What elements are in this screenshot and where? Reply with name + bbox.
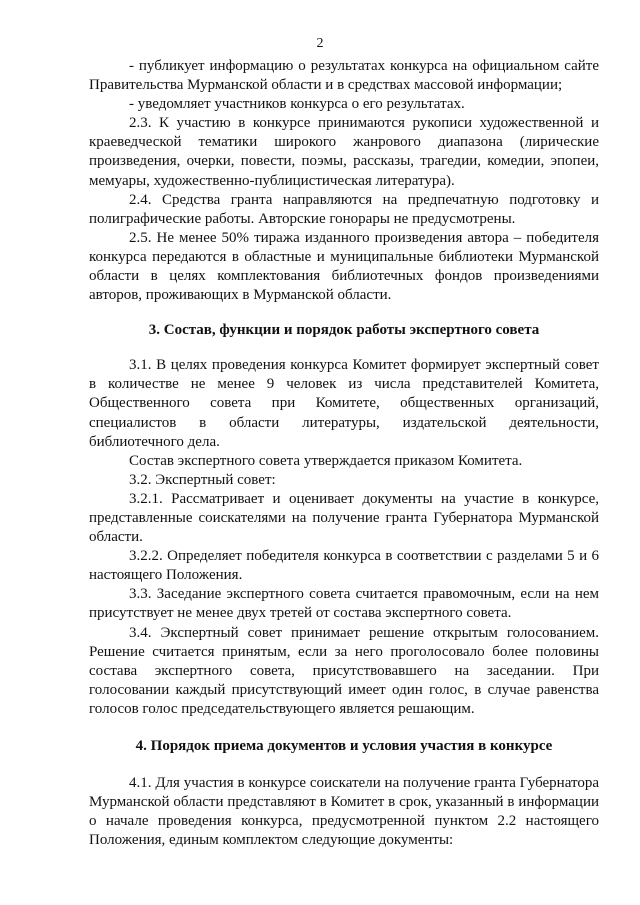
paragraph-3-2: 3.2. Экспертный совет: [129,471,276,488]
paragraph-3-4: 3.4. Экспертный совет принимает решение открытым голосованием. Решение считается принятым, если за него проголосовало более половины состава экспертного совета, присутствовавшего на заседании. При голосовании каждый присутствующий имеет один голос, в случае равенства голосов голос председательствующего является решающим. [89,624,599,717]
page-number: 2 [316,36,324,51]
paragraph-2-5: 2.5. Не менее 50% тиража изданного произведения автора – победителя конкурса передаются в областные и муниципальные библиотеки Мурманской области в целях комплектования библиотечных фондов произведениями авторов, проживающих в Мурманской области. [89,229,599,304]
paragraph-council-composition: Состав экспертного совета утверждается приказом Комитета. [129,452,523,469]
paragraph-publish-results: - публикует информацию о результатах конкурса на официальном сайте Правительства Мурманской области и в средствах массовой информации; [89,58,599,94]
paragraph-3-1: 3.1. В целях проведения конкурса Комитет формирует экспертный совет в количестве не менее 9 человек из числа представителей Комитета, Общественного совета при Комитете, общественных организаций, специалистов в области литературы, издательской деятельности, библиотечного дела. [89,357,599,450]
paragraph-4-1: 4.1. Для участия в конкурсе соискатели на получение гранта Губернатора Мурманской области представляют в Комитет в срок, указанный в информации о начале проведения конкурса, предусмотренной пунктом 2.2 настоящего Положения, единым комплектом следующие документы: [89,775,599,849]
paragraph-2-4: 2.4. Средства гранта направляются на предпечатную подготовку и полиграфические работы. Авторские гонорары не предусмотрены. [89,191,599,227]
paragraph-notify-participants: - уведомляет участников конкурса о его результатах. [129,96,465,113]
section-3-heading: 3. Состав, функции и порядок работы экспертного совета [148,322,540,339]
paragraph-2-3: 2.3. К участию в конкурсе принимаются рукописи художественной и краеведческой тематики широкого жанрового диапазона (лирические произведения, очерки, повести, поэмы, рассказы, трагедии, комедии, эпопеи, мемуары, художественно-публицистическая литература). [89,115,599,189]
paragraph-3-2-1: 3.2.1. Рассматривает и оценивает документы на участие в конкурсе, представленные соискателями на получение гранта Губернатора Мурманской области. [89,490,599,546]
paragraph-3-3: 3.3. Заседание экспертного совета считается правомочным, если на нем присутствует не менее двух третей от состава экспертного совета. [89,586,599,622]
section-4-heading: 4. Порядок приема документов и условия участия в конкурсе [135,738,553,754]
paragraph-3-2-2: 3.2.2. Определяет победителя конкурса в соответствии с разделами 5 и 6 настоящего Положения. [89,548,599,584]
document-body [89,57,599,850]
